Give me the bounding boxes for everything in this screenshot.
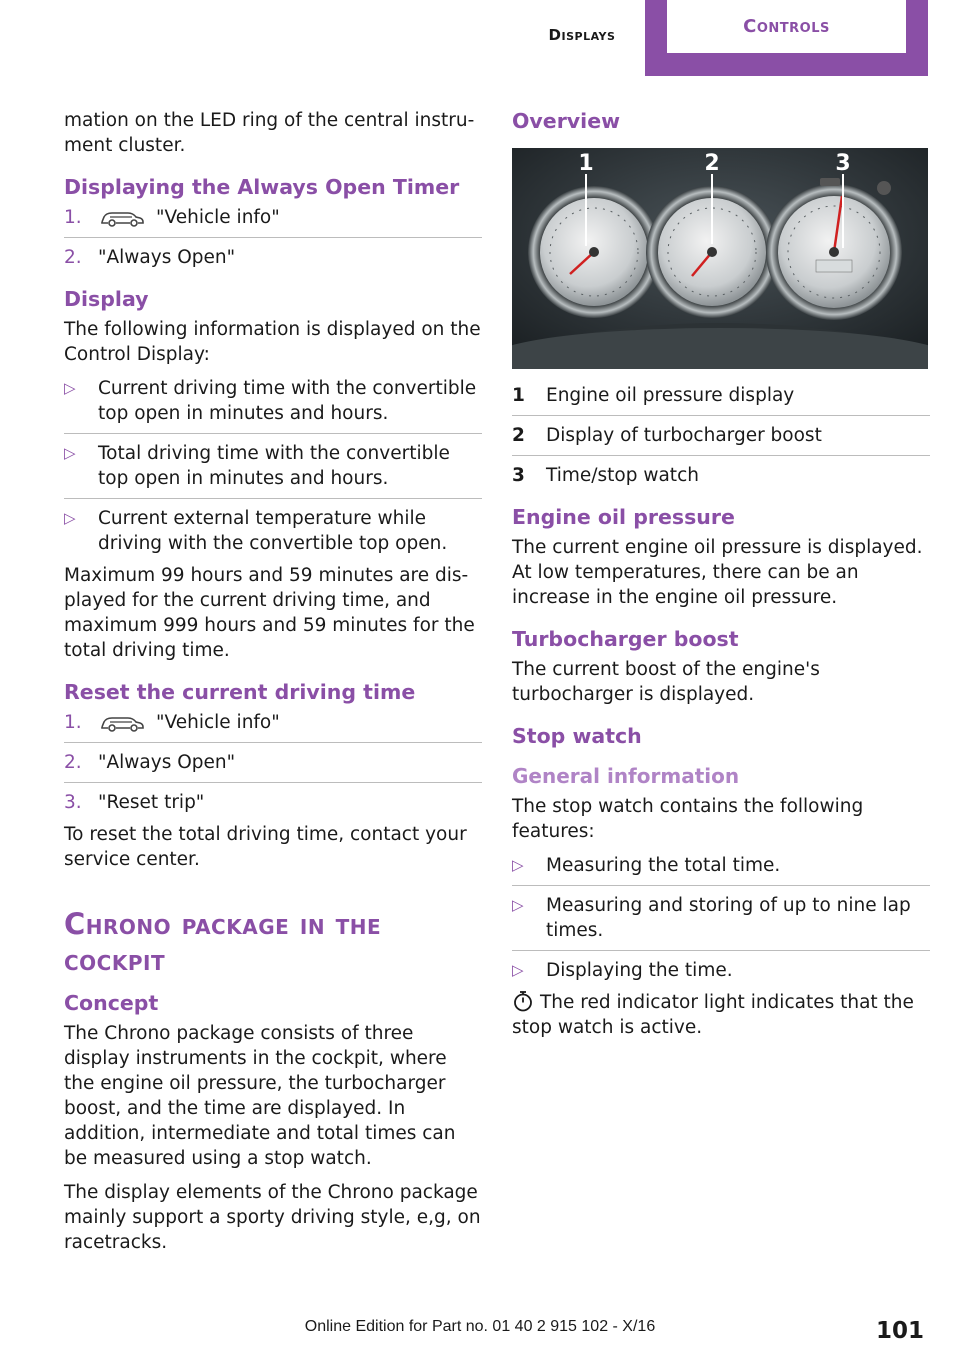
triangle-right-icon: ▷ (64, 379, 76, 397)
concept-paragraph: The Chrono package consists of three display instruments in the cockpit, where the engine oil pressure, the turbocharger boost, and the time are displayed. In addition, intermediate and total times can be measured using a stop watch. (64, 1023, 456, 1169)
section-tab: Displays (548, 26, 616, 44)
left-column (64, 108, 482, 1264)
legend-text: Time/stop watch (546, 465, 699, 486)
oil-paragraph: The current engine oil pressure is displayed. At low temperatures, there can be an increase in the engine oil pressure. (512, 537, 923, 608)
legend-item (512, 383, 930, 408)
step-text: "Always Open" (98, 752, 236, 773)
bullet-item (64, 433, 482, 491)
bullet-text: Current external temperature while driving with the convertible top open. (98, 508, 448, 554)
chapter-tab (645, 0, 928, 76)
heading-general-information: General information (512, 764, 740, 788)
triangle-right-icon: ▷ (512, 896, 524, 914)
page-number: 101 (875, 1318, 924, 1344)
footer-edition: Online Edition for Part no. 01 40 2 915 102 - X/16 (304, 1318, 656, 1335)
legend-item (512, 415, 930, 448)
general-paragraph: The stop watch contains the following features: (512, 796, 864, 842)
step-text: "Reset trip" (98, 792, 205, 813)
photo-label-3: 3 (835, 151, 851, 176)
triangle-right-icon: ▷ (512, 961, 524, 979)
legend-number: 3 (512, 465, 525, 486)
feature-bullets (512, 853, 930, 983)
step-item (64, 742, 482, 775)
legend-text: Engine oil pressure display (546, 385, 795, 406)
legend-item (512, 455, 930, 488)
heading-overview: Overview (512, 109, 621, 133)
triangle-right-icon: ▷ (64, 509, 76, 527)
heading-display: Display (64, 287, 149, 311)
step-text: "Vehicle info" (156, 207, 280, 228)
bullet-text: Current driving time with the convertible top open in minutes and hours. (98, 378, 477, 424)
step-item (64, 782, 482, 815)
heading-stop-watch: Stop watch (512, 724, 642, 748)
legend-number: 2 (512, 425, 525, 446)
triangle-right-icon: ▷ (512, 856, 524, 874)
stopwatch-icon (512, 990, 534, 1012)
step-item (64, 710, 482, 735)
legend-text: Display of turbocharger boost (546, 425, 822, 446)
steps-reset (64, 710, 482, 815)
heading-engine-oil-pressure: Engine oil pressure (512, 505, 735, 529)
reset-note: To reset the total driving time, contact your service center. (64, 824, 467, 870)
bullet-item (64, 498, 482, 556)
photo-label-1: 1 (578, 151, 594, 176)
intro-paragraph: mation on the LED ring of the central instrument cluster. (64, 110, 475, 156)
car-icon (98, 208, 146, 228)
step-number: 3. (64, 792, 82, 813)
car-icon (98, 713, 146, 733)
bullet-text: Total driving time with the convertible top open in minutes and hours. (98, 443, 450, 489)
max-time-paragraph: Maximum 99 hours and 59 minutes are displayed for the current driving time, and maximum 999 hours and 59 minutes for the total driving time. (64, 565, 475, 661)
step-number: 1. (64, 207, 82, 228)
concept-paragraph-2: The display elements of the Chrono package mainly support a sporty driving style, e,g, on racetracks. (64, 1182, 481, 1253)
bullet-item (512, 950, 930, 983)
bullet-text: Displaying the time. (546, 960, 733, 981)
heading-turbocharger-boost: Turbocharger boost (512, 627, 739, 651)
gauge-oil-pressure (528, 186, 660, 318)
step-text: "Always Open" (98, 247, 236, 268)
triangle-right-icon: ▷ (64, 444, 76, 462)
bullet-text: Measuring and storing of up to nine lap times. (546, 895, 911, 941)
step-number: 2. (64, 247, 82, 268)
steps-display-timer (64, 205, 482, 270)
heading-always-open-timer: Displaying the Always Open Timer (64, 175, 460, 199)
display-intro: The following information is displayed on the Control Display: (64, 319, 481, 365)
legend-number: 1 (512, 385, 525, 406)
bullet-item (64, 376, 482, 426)
photo-label-2: 2 (704, 151, 720, 176)
step-number: 2. (64, 752, 82, 773)
step-text: "Vehicle info" (156, 712, 280, 733)
display-bullets (64, 376, 482, 556)
right-column (512, 108, 930, 1049)
turbo-paragraph: The current boost of the engine's turbocharger is displayed. (512, 659, 820, 705)
chapter-tab-label: Controls (667, 0, 906, 53)
heading-reset-driving-time: Reset the current driving time (64, 680, 416, 704)
chrono-gauges-photo (512, 148, 928, 369)
chapter-heading-chrono: Chrono package in the cockpit (64, 907, 382, 977)
bullet-item (512, 853, 930, 878)
header-tabs (519, 0, 928, 76)
heading-concept: Concept (64, 991, 159, 1015)
step-number: 1. (64, 712, 82, 733)
step-item (64, 237, 482, 270)
step-item (64, 205, 482, 230)
indicator-paragraph (512, 990, 930, 1040)
bullet-text: Measuring the total time. (546, 855, 781, 876)
bullet-item (512, 885, 930, 943)
indicator-text: The red indicator light indicates that the stop watch is active. (512, 992, 914, 1038)
photo-legend (512, 383, 930, 488)
